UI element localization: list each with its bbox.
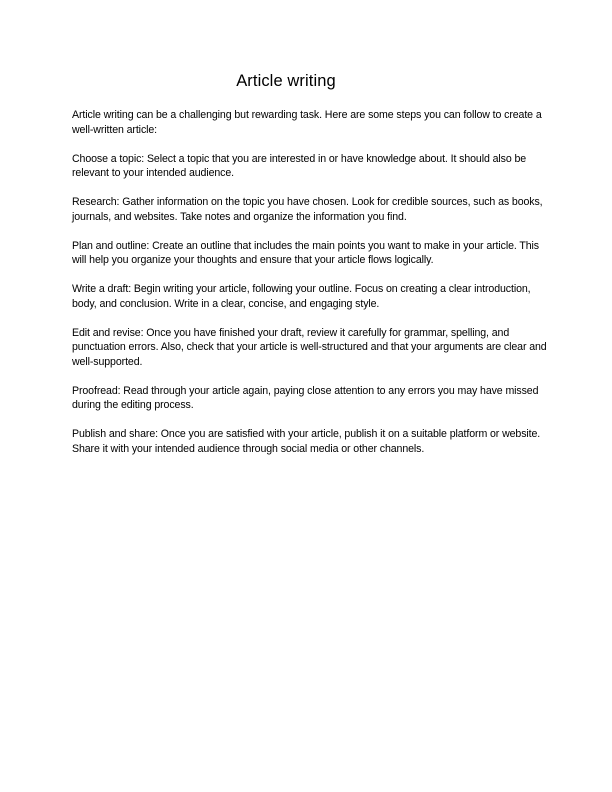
step-publish-share-paragraph: Publish and share: Once you are satisfied with your article, publish it on a suitable platform or website. Share it with your intended audience through social media or other channels. [72, 428, 541, 455]
intro-paragraph: Article writing can be a challenging but rewarding task. Here are some steps you can follow to create a well-written article: [72, 109, 542, 136]
step-edit-revise-paragraph: Edit and revise: Once you have finished your draft, review it carefully for grammar, spelling, and punctuation errors. Also, check that your article is well-structured and that your arguments are clear and well-supported. [72, 326, 547, 368]
step-plan-outline-paragraph: Plan and outline: Create an outline that includes the main points you want to make in your article. This will help you organize your thoughts and ensure that your article flows logically. [72, 239, 539, 266]
step-choose-topic-paragraph: Choose a topic: Select a topic that you are interested in or have knowledge about. It should also be relevant to your intended audience. [72, 152, 527, 179]
step-research-paragraph: Research: Gather information on the topic you have chosen. Look for credible sources, such as books, journals, and websites. Take notes and organize the information you find. [72, 196, 543, 223]
document-title: Article writing [236, 72, 336, 90]
step-write-draft-paragraph: Write a draft: Begin writing your article, following your outline. Focus on creating a clear introduction, body, and conclusion. Write in a clear, concise, and engaging style. [72, 283, 531, 310]
document-body [72, 108, 552, 471]
step-proofread-paragraph: Proofread: Read through your article again, paying close attention to any errors you may have missed during the editing process. [72, 384, 539, 411]
